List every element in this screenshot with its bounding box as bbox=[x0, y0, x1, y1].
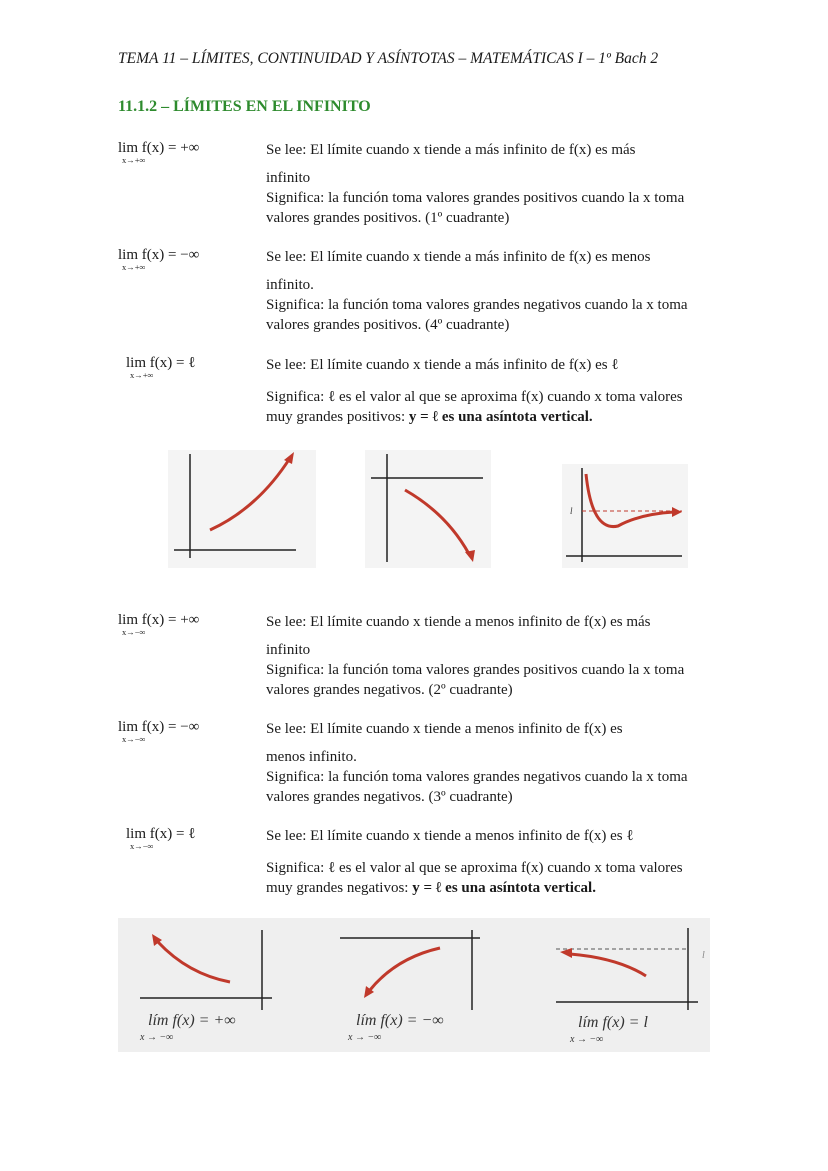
figure-caption: lím f(x) = l x → −∞ bbox=[570, 1014, 648, 1045]
reading-line: Se lee: El límite cuando x tiende a más infinito de f(x) es menos bbox=[266, 249, 651, 265]
reading-line: Se lee: El límite cuando x tiende a menos infinito de f(x) es ℓ bbox=[266, 828, 634, 844]
reading-line: Se lee: El límite cuando x tiende a menos infinito de f(x) es bbox=[266, 721, 623, 737]
reading-line: Se lee: El límite cuando x tiende a más infinito de f(x) es más bbox=[266, 142, 636, 158]
limit-expression bbox=[118, 612, 258, 637]
meaning-text: Significa: ℓ es el valor al que se aproxima f(x) cuando x toma valores muy grandes negativos: y = ℓ es una asíntota vertical. bbox=[266, 860, 683, 896]
limit-expression bbox=[118, 140, 258, 165]
limit-description bbox=[266, 826, 706, 898]
asymptote-label: l bbox=[702, 950, 705, 961]
limit-expression bbox=[118, 247, 258, 272]
figure-pos-inf-plus bbox=[168, 450, 316, 568]
figures-neg-inf-strip bbox=[118, 918, 710, 1052]
caption-subscript: x → −∞ bbox=[570, 1034, 604, 1045]
figure-neg-inf-plus bbox=[140, 930, 272, 1010]
limit-subscript: x→−∞ bbox=[122, 734, 146, 744]
limit-subscript: x→+∞ bbox=[130, 370, 154, 380]
limit-formula: lim f(x) = ℓ bbox=[126, 826, 196, 842]
asymptote-statement: y = ℓ es una asíntota vertical. bbox=[412, 880, 596, 896]
limit-description bbox=[266, 355, 706, 427]
figure-pos-inf-minus bbox=[365, 450, 491, 568]
limit-formula: lim f(x) = ℓ bbox=[126, 355, 196, 371]
limit-subscript: x→+∞ bbox=[122, 155, 146, 165]
figure-neg-inf-minus bbox=[340, 930, 480, 1010]
caption-subscript: x → −∞ bbox=[140, 1032, 174, 1043]
reading-line: Se lee: El límite cuando x tiende a más infinito de f(x) es ℓ bbox=[266, 357, 619, 373]
reading-line: Se lee: El límite cuando x tiende a menos infinito de f(x) es más bbox=[266, 614, 651, 630]
limit-formula: lim f(x) = +∞ bbox=[118, 612, 200, 628]
limit-description bbox=[266, 719, 706, 807]
limit-description bbox=[266, 140, 706, 228]
figure-caption: lím f(x) = −∞ x → −∞ bbox=[348, 1012, 444, 1043]
limit-description bbox=[266, 612, 706, 700]
limit-formula: lim f(x) = −∞ bbox=[118, 719, 200, 735]
limit-formula: lim f(x) = +∞ bbox=[118, 140, 200, 156]
section-title: 11.1.2 – LÍMITES EN EL INFINITO bbox=[118, 98, 371, 115]
meaning-text: Significa: la función toma valores grandes negativos cuando la x toma valores grandes negativos. (3º cuadrante) bbox=[266, 769, 688, 805]
limit-expression bbox=[126, 355, 266, 380]
limit-subscript: x→−∞ bbox=[130, 841, 154, 851]
limit-description bbox=[266, 247, 706, 335]
limit-formula: lim f(x) = −∞ bbox=[118, 247, 200, 263]
asymptote-label: l bbox=[570, 506, 573, 516]
meaning-text: Significa: la función toma valores grandes negativos cuando la x toma valores grandes positivos. (4º cuadrante) bbox=[266, 297, 688, 333]
meaning-text: Significa: la función toma valores grandes positivos cuando la x toma valores grandes positivos. (1º cuadrante) bbox=[266, 190, 685, 226]
caption-subscript: x → −∞ bbox=[348, 1032, 382, 1043]
limit-expression bbox=[118, 719, 258, 744]
reading-continuation: infinito bbox=[266, 170, 311, 186]
limit-expression bbox=[126, 826, 266, 851]
limit-subscript: x→−∞ bbox=[122, 627, 146, 637]
figure-caption: lím f(x) = +∞ x → −∞ bbox=[140, 1012, 236, 1043]
meaning-text: Significa: la función toma valores grandes positivos cuando la x toma valores grandes negativos. (2º cuadrante) bbox=[266, 662, 685, 698]
asymptote-statement: y = ℓ es una asíntota vertical. bbox=[408, 409, 593, 425]
page-header: TEMA 11 – LÍMITES, CONTINUIDAD Y ASÍNTOTAS – MATEMÁTICAS I – 1º Bach 2 bbox=[118, 50, 659, 67]
reading-continuation: infinito. bbox=[266, 277, 314, 293]
figure-pos-inf-l bbox=[562, 464, 688, 568]
limit-subscript: x→+∞ bbox=[122, 262, 146, 272]
reading-continuation: infinito bbox=[266, 642, 311, 658]
figure-neg-inf-l bbox=[556, 928, 705, 1010]
reading-continuation: menos infinito. bbox=[266, 749, 357, 765]
meaning-text: Significa: ℓ es el valor al que se aproxima f(x) cuando x toma valores muy grandes positivos: y = ℓ es una asíntota vertical. bbox=[266, 389, 683, 425]
